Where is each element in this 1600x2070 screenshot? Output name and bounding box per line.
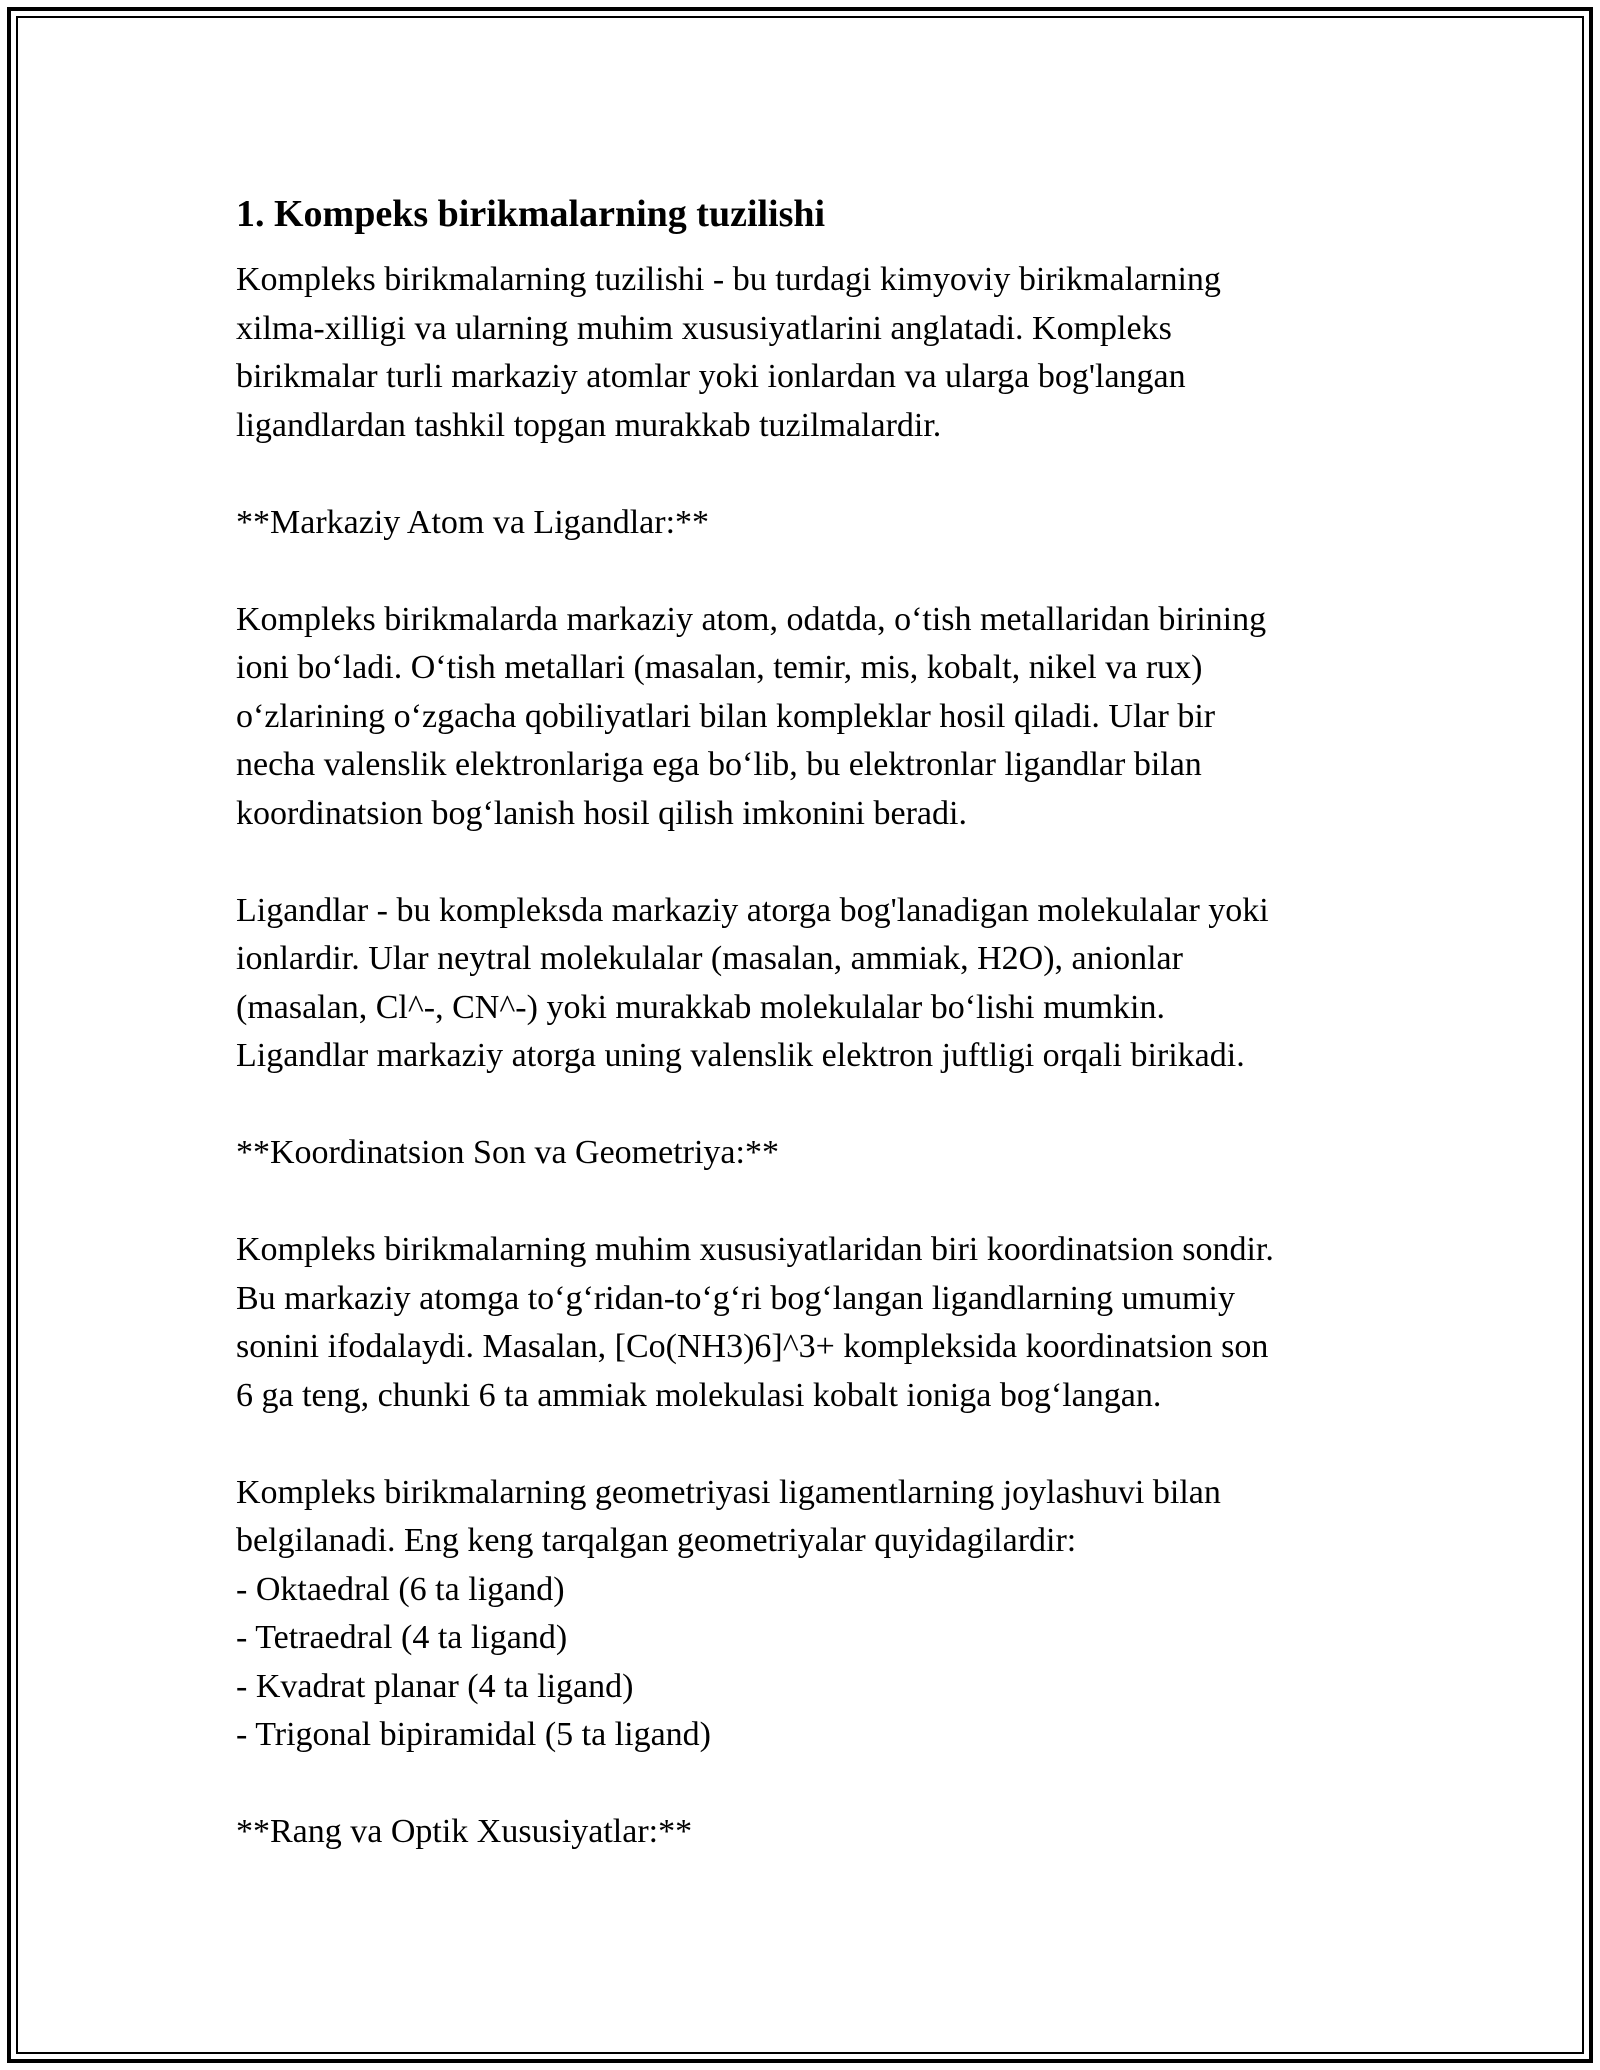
blank-line: [236, 1420, 1386, 1469]
text-line: necha valenslik elektronlariga ega boʻlib, bu elektronlar ligandlar bilan: [236, 746, 1202, 783]
text-line: Bu markaziy atomga toʻgʻridan-toʻgʻri bogʻlangan ligandlarning umumiy: [236, 1279, 1235, 1317]
text-line: Ligandlar markaziy atorga uning valenslik elektron juftligi orqali birikadi.: [236, 1037, 1245, 1074]
blank-line: [236, 1760, 1386, 1809]
text-line: ionlardir. Ular neytral molekulalar (masalan, ammiak, H2O), anionlar: [236, 940, 1183, 977]
section-heading-koordinatsion-son: **Koordinatsion Son va Geometriya:**: [236, 1134, 779, 1171]
list-item: - Kvadrat planar (4 ta ligand): [236, 1667, 634, 1705]
text-line: Kompleks birikmalarda markaziy atom, odatda, oʻtish metallaridan birining: [236, 600, 1267, 638]
text-line: 6 ga teng, chunki 6 ta ammiak molekulasi kobalt ioniga bogʻlangan.: [236, 1376, 1162, 1414]
text-line: birikmalar turli markaziy atomlar yoki ionlardan va ularga bog'langan: [236, 358, 1186, 395]
list-item: - Trigonal bipiramidal (5 ta ligand): [236, 1716, 711, 1753]
document-text: [236, 256, 1386, 1857]
blank-line: [236, 450, 1386, 499]
text-line: oʻzlarining oʻzgacha qobiliyatlari bilan kompleklar hosil qiladi. Ular bir: [236, 697, 1216, 735]
blank-line: [236, 838, 1386, 887]
text-line: Kompleks birikmalarning geometriyasi ligamentlarning joylashuvi bilan: [236, 1473, 1221, 1511]
text-line: belgilanadi. Eng keng tarqalgan geometriyalar quyidagilardir:: [236, 1522, 1077, 1559]
text-line: Kompleks birikmalarning tuzilishi - bu turdagi kimyoviy birikmalarning: [236, 261, 1221, 298]
text-line: koordinatsion bogʻlanish hosil qilish imkonini beradi.: [236, 794, 967, 832]
blank-line: [236, 1178, 1386, 1227]
section-heading-markaziy-atom: **Markaziy Atom va Ligandlar:**: [236, 503, 710, 541]
list-item: - Tetraedral (4 ta ligand): [236, 1619, 568, 1656]
text-line: xilma-xilligi va ularning muhim xususiyatlarini anglatadi. Kompleks: [236, 309, 1172, 347]
text-line: sonini ifodalaydi. Masalan, [Co(NH3)6]^3+ kompleksida koordinatsion son: [236, 1328, 1269, 1365]
list-item: - Oktaedral (6 ta ligand): [236, 1570, 565, 1608]
blank-line: [236, 547, 1386, 596]
section-heading-rang-optik: **Rang va Optik Xususiyatlar:**: [236, 1813, 693, 1850]
text-line: Ligandlar - bu kompleksda markaziy atorga bog'lanadigan molekulalar yoki: [236, 891, 1269, 929]
text-line: ioni boʻladi. Oʻtish metallari (masalan, temir, mis, kobalt, nikel va rux): [236, 649, 1203, 686]
document-title: 1. Kompeks birikmalarning tuzilishi: [236, 193, 826, 235]
text-line: ligandlardan tashkil topgan murakkab tuzilmalardir.: [236, 406, 942, 444]
blank-line: [236, 1081, 1386, 1130]
document-body: [236, 186, 1386, 1857]
text-line: (masalan, Cl^-, CN^-) yoki murakkab molekulalar boʻlishi mumkin.: [236, 988, 1165, 1026]
text-line: Kompleks birikmalarning muhim xususiyatlaridan biri koordinatsion sondir.: [236, 1231, 1274, 1268]
